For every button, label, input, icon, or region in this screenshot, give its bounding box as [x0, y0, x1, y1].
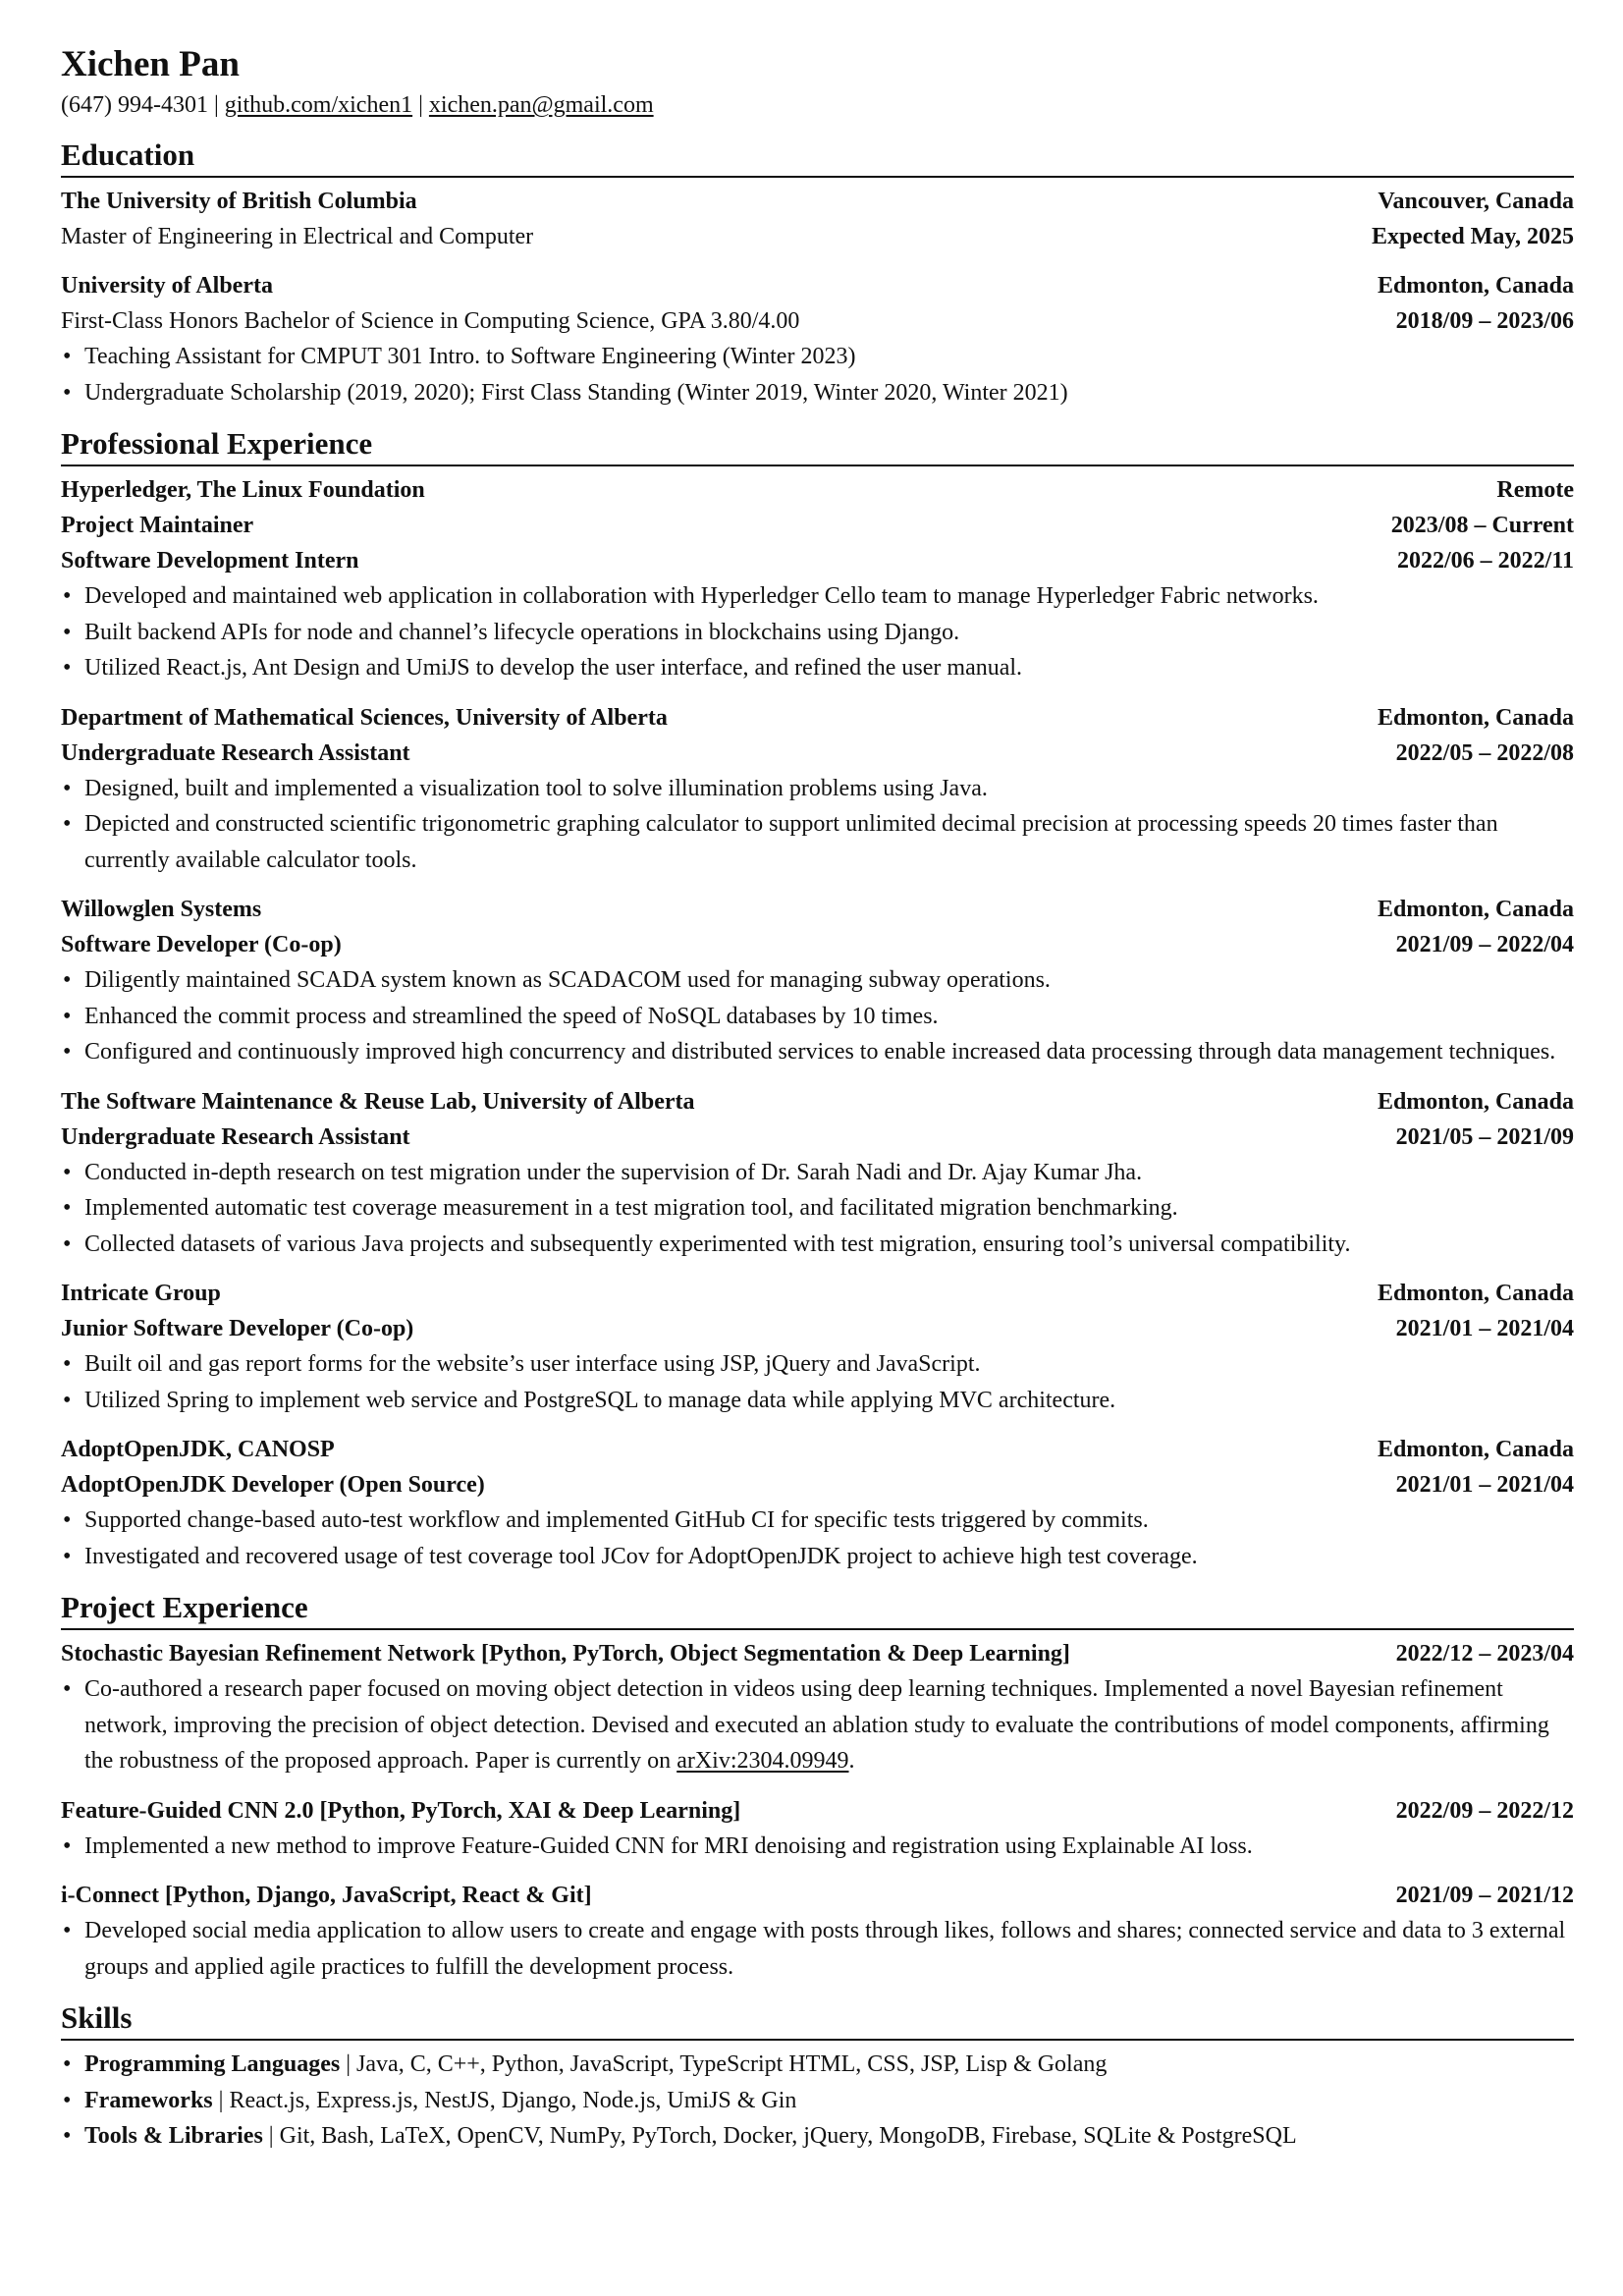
job-location: Edmonton, Canada [1377, 897, 1574, 922]
job-location: Edmonton, Canada [1377, 704, 1574, 731]
organization-name: Intricate Group [61, 1281, 221, 1306]
section-title: Skills [61, 1998, 1574, 2041]
job-role: Project Maintainer [61, 513, 254, 538]
bullet-item: • Collected datasets of various Java projects and subsequently experimented with test migration, ensuring tool’s universal compatibility. [61, 1227, 1574, 1263]
bullet-list [61, 1829, 1574, 1865]
bullet-list [61, 1503, 1574, 1574]
experience-section [61, 424, 1574, 1574]
bullet-item: • Utilized React.js, Ant Design and UmiJS to develop the user interface, and refined the user manual. [61, 650, 1574, 686]
skill-item [61, 2083, 1574, 2119]
experience-entry [61, 700, 1574, 879]
bullet-item: • Undergraduate Scholarship (2019, 2020); First Class Standing (Winter 2019, Winter 2020, Winter 2021) [61, 375, 1574, 411]
skill-label: Tools & Libraries [84, 2123, 263, 2149]
job-dates: 2021/09 – 2022/04 [1395, 932, 1574, 957]
bullet-item: • Implemented a new method to improve Feature-Guided CNN for MRI denoising and registration using Explainable AI loss. [61, 1829, 1574, 1865]
bullet-list [61, 1913, 1574, 1985]
degree: Master of Engineering in Electrical and Computer [61, 224, 534, 249]
job-role: Undergraduate Research Assistant [61, 1123, 410, 1150]
contact-separator: | [213, 92, 219, 118]
bullet-list [61, 339, 1574, 410]
skill-separator: | [340, 2051, 357, 2077]
job-dates: 2022/06 – 2022/11 [1396, 548, 1574, 574]
projects-section [61, 1588, 1574, 1985]
bullet-list [61, 771, 1574, 879]
bullet-item: • Built oil and gas report forms for the website’s user interface using JSP, jQuery and JavaScript. [61, 1346, 1574, 1383]
skill-label: Frameworks [84, 2087, 213, 2113]
skill-item [61, 2047, 1574, 2083]
experience-entry [61, 1276, 1574, 1418]
organization-name: The Software Maintenance & Reuse Lab, University of Alberta [61, 1088, 695, 1115]
skills-section [61, 1998, 1574, 2155]
bullet-list [61, 1671, 1574, 1779]
bullet-list [61, 1155, 1574, 1263]
skill-separator: | [262, 2123, 280, 2149]
contact-line [61, 88, 1574, 122]
organization-name: Hyperledger, The Linux Foundation [61, 477, 425, 503]
job-location: Edmonton, Canada [1377, 1088, 1574, 1115]
candidate-name: Xichen Pan [61, 44, 240, 84]
bullet-item: • Developed and maintained web application in collaboration with Hyperledger Cello team to manage Hyperledger Fabric networks. [61, 578, 1574, 615]
job-dates: 2023/08 – Current [1390, 513, 1574, 538]
education-entry [61, 268, 1574, 410]
project-dates: 2022/09 – 2022/12 [1395, 1797, 1574, 1824]
project-entry [61, 1878, 1574, 1985]
project-name: Feature-Guided CNN 2.0 [Python, PyTorch, XAI & Deep Learning] [61, 1797, 741, 1824]
bullet-text-end: . [848, 1748, 855, 1774]
bullet-item: • Developed social media application to allow users to create and engage with posts through likes, follows and shares; connected service and data to 3 external groups and applied agile practices to fulfill the development process. [61, 1913, 1574, 1985]
bullet-item: • Utilized Spring to implement web service and PostgreSQL to manage data while applying MVC architecture. [61, 1383, 1574, 1419]
organization-name: AdoptOpenJDK, CANOSP [61, 1437, 335, 1462]
bullet-item: • Depicted and constructed scientific trigonometric graphing calculator to support unlimited decimal precision at processing speeds 20 times faster than currently available calculator tools. [61, 806, 1574, 878]
project-name: i-Connect [Python, Django, JavaScript, React & Git] [61, 1883, 592, 1908]
section-title: Education [61, 136, 1574, 178]
job-dates: 2021/01 – 2021/04 [1395, 1316, 1574, 1341]
arxiv-link[interactable]: arXiv:2304.09949 [676, 1748, 849, 1774]
school-location: Vancouver, Canada [1378, 189, 1574, 214]
bullet-item: • Built backend APIs for node and channel’s lifecycle operations in blockchains using Django. [61, 615, 1574, 651]
bullet-item: • Designed, built and implemented a visualization tool to solve illumination problems using Java. [61, 771, 1574, 807]
skill-value: React.js, Express.js, NestJS, Django, Node.js, UmiJS & Gin [229, 2087, 797, 2113]
organization-name: Willowglen Systems [61, 897, 262, 922]
experience-entry [61, 892, 1574, 1070]
job-dates: 2022/05 – 2022/08 [1395, 739, 1574, 766]
job-role: Software Development Intern [61, 548, 359, 574]
github-link[interactable]: github.com/xichen1 [224, 92, 413, 118]
skill-label: Programming Languages [84, 2051, 341, 2077]
bullet-item: • Diligently maintained SCADA system known as SCADACOM used for managing subway operations. [61, 962, 1574, 999]
phone-number: (647) 994-4301 [61, 92, 208, 118]
bullet-item [61, 1671, 1574, 1779]
education-entry [61, 184, 1574, 254]
resume-header [61, 43, 1574, 122]
bullet-item: • Implemented automatic test coverage measurement in a test migration tool, and facilitated migration benchmarking. [61, 1190, 1574, 1227]
school-location: Edmonton, Canada [1377, 273, 1574, 299]
education-dates: Expected May, 2025 [1372, 224, 1574, 249]
job-location: Edmonton, Canada [1377, 1437, 1574, 1462]
project-dates: 2021/09 – 2021/12 [1395, 1883, 1574, 1908]
job-location: Remote [1496, 477, 1574, 503]
job-dates: 2021/05 – 2021/09 [1395, 1123, 1574, 1150]
skill-item [61, 2118, 1574, 2155]
project-dates: 2022/12 – 2023/04 [1395, 1641, 1574, 1667]
experience-entry [61, 1084, 1574, 1263]
experience-entry [61, 1432, 1574, 1574]
skills-list [61, 2047, 1574, 2155]
bullet-list [61, 962, 1574, 1070]
job-role: Undergraduate Research Assistant [61, 739, 410, 766]
school-name: University of Alberta [61, 273, 273, 299]
bullet-text: Co-authored a research paper focused on moving object detection in videos using deep learning techniques. Implemented a novel Bayesian refinement network, improving the precision of object detection. Devised and executed an ablation study to evaluate the contributions of model components, affirming the robustness of the proposed approach. Paper is currently on [84, 1676, 1549, 1774]
bullet-item: • Supported change-based auto-test workflow and implemented GitHub CI for specific tests triggered by commits. [61, 1503, 1574, 1539]
education-dates: 2018/09 – 2023/06 [1395, 308, 1574, 334]
bullet-item: • Conducted in-depth research on test migration under the supervision of Dr. Sarah Nadi and Dr. Ajay Kumar Jha. [61, 1155, 1574, 1191]
email-link[interactable]: xichen.pan@gmail.com [428, 92, 654, 118]
job-dates: 2021/01 – 2021/04 [1395, 1472, 1574, 1498]
job-role: AdoptOpenJDK Developer (Open Source) [61, 1472, 485, 1498]
organization-name: Department of Mathematical Sciences, University of Alberta [61, 704, 668, 731]
skill-value: Java, C, C++, Python, JavaScript, TypeScript HTML, CSS, JSP, Lisp & Golang [356, 2051, 1108, 2077]
bullet-item: • Teaching Assistant for CMPUT 301 Intro. to Software Engineering (Winter 2023) [61, 339, 1574, 375]
bullet-item: • Enhanced the commit process and streamlined the speed of NoSQL databases by 10 times. [61, 999, 1574, 1035]
project-name: Stochastic Bayesian Refinement Network [Python, PyTorch, Object Segmentation & Deep Learning] [61, 1641, 1070, 1667]
job-role: Junior Software Developer (Co-op) [61, 1316, 414, 1341]
bullet-list [61, 1346, 1574, 1418]
bullet-item: • Configured and continuously improved high concurrency and distributed services to enable increased data processing through data management techniques. [61, 1034, 1574, 1070]
project-entry [61, 1793, 1574, 1865]
education-section [61, 136, 1574, 410]
section-title: Professional Experience [61, 424, 1574, 466]
degree: First-Class Honors Bachelor of Science in Computing Science, GPA 3.80/4.00 [61, 308, 800, 334]
bullet-list [61, 578, 1574, 686]
contact-separator: | [418, 92, 423, 118]
skill-separator: | [212, 2087, 230, 2113]
job-role: Software Developer (Co-op) [61, 932, 342, 957]
job-location: Edmonton, Canada [1377, 1281, 1574, 1306]
skill-value: Git, Bash, LaTeX, OpenCV, NumPy, PyTorch, Docker, jQuery, MongoDB, Firebase, SQLite & PostgreSQL [279, 2123, 1297, 2149]
section-title: Project Experience [61, 1588, 1574, 1630]
school-name: The University of British Columbia [61, 189, 417, 214]
bullet-item: • Investigated and recovered usage of test coverage tool JCov for AdoptOpenJDK project to achieve high test coverage. [61, 1539, 1574, 1575]
experience-entry [61, 472, 1574, 686]
project-entry [61, 1636, 1574, 1779]
